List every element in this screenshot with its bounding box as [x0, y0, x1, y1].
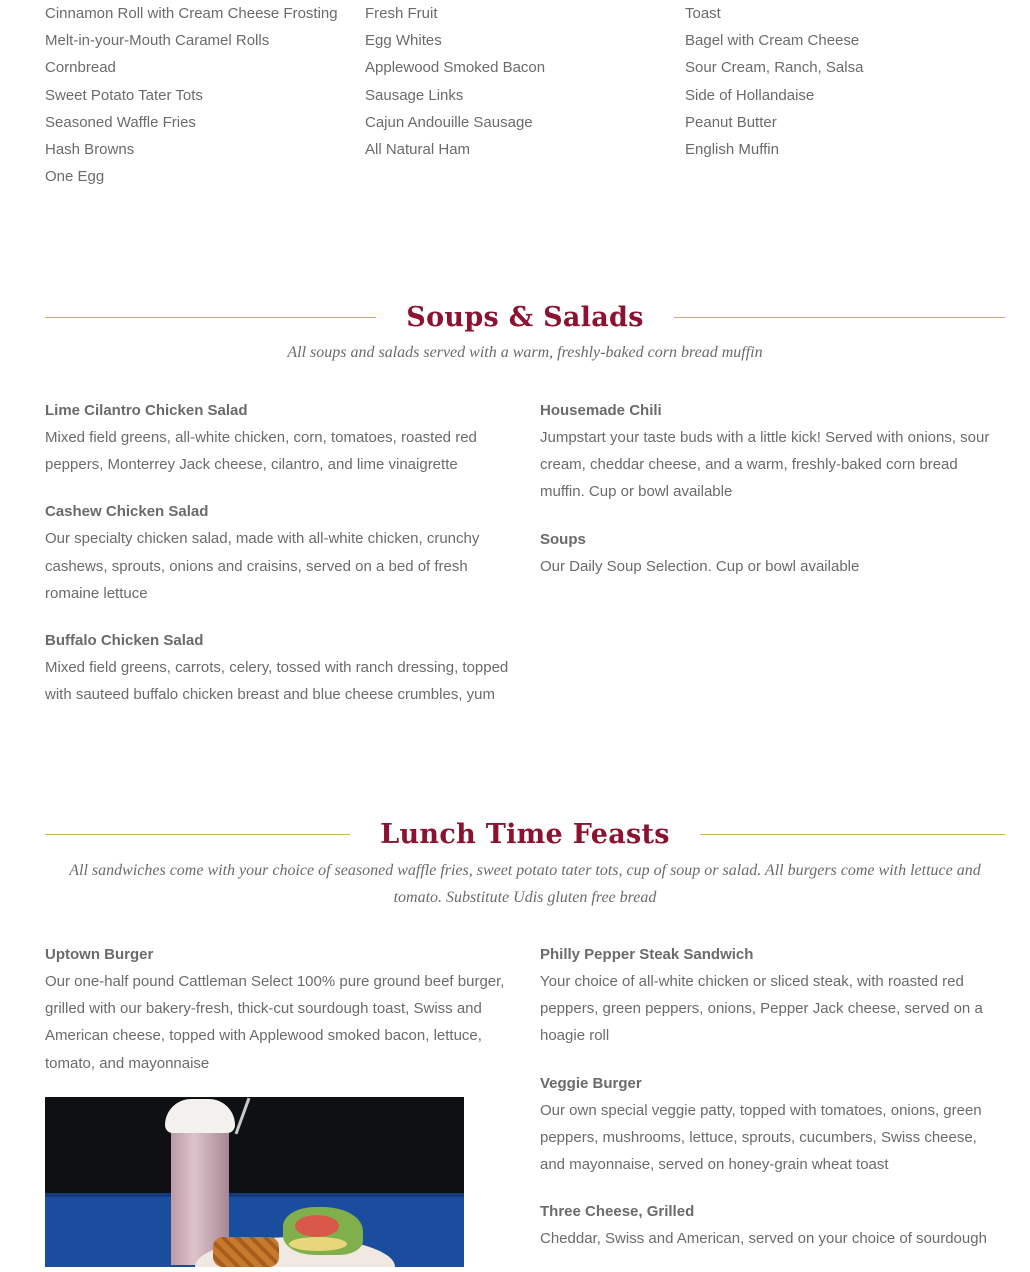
menu-item-description: Mixed field greens, carrots, celery, tossed with ranch dressing, topped with sauteed buffalo chicken breast and blue cheese crumbles, yum	[45, 659, 509, 704]
side-item: Hash Browns	[45, 140, 135, 158]
menu-item	[45, 941, 510, 1077]
side-item: Sour Cream, Ranch, Salsa	[685, 59, 864, 77]
menu-item	[540, 941, 1005, 1050]
side-item: Toast	[685, 5, 721, 22]
menu-item-name: Three Cheese, Grilled	[540, 1203, 695, 1221]
menu-item	[540, 526, 1005, 580]
menu-item	[540, 1198, 1005, 1252]
menu-item-name: Veggie Burger	[540, 1074, 642, 1092]
menu-item-description: Your choice of all-white chicken or sliced steak, with roasted red peppers, green peppers, onions, Pepper Jack cheese, served on a hoagie roll	[540, 973, 983, 1045]
menu-item-name: Buffalo Chicken Salad	[45, 632, 204, 650]
sides-column-2	[365, 0, 685, 190]
side-item: Side of Hollandaise	[685, 86, 815, 104]
divider	[45, 834, 350, 835]
burger-milkshake-photo	[45, 1097, 464, 1267]
menu-item	[540, 1070, 1005, 1179]
menu-item-description: Our specialty chicken salad, made with all-white chicken, crunchy cashews, sprouts, onions and craisins, served on a bed of fresh romaine lettuce	[45, 530, 480, 602]
divider	[45, 317, 376, 318]
side-item: Fresh Fruit	[365, 5, 438, 22]
menu-item-description: Mixed field greens, all-white chicken, corn, tomatoes, roasted red peppers, Monterrey Jack cheese, cilantro, and lime vinaigrette	[45, 429, 477, 474]
lunch-grid	[45, 941, 1005, 1272]
side-item: Sausage Links	[365, 86, 464, 104]
menu-item	[45, 627, 510, 708]
divider	[700, 834, 1005, 835]
side-item: Cinnamon Roll with Cream Cheese Frosting	[45, 5, 338, 22]
menu-item-name: Lime Cilantro Chicken Salad	[45, 402, 248, 419]
menu-item	[45, 498, 510, 607]
menu-item-name: Cashew Chicken Salad	[45, 503, 209, 521]
menu-item	[540, 397, 1005, 506]
menu-item-name: Uptown Burger	[45, 946, 154, 963]
menu-item-name: Philly Pepper Steak Sandwich	[540, 946, 754, 963]
sides-column-1	[45, 0, 365, 190]
sides-column-3	[685, 0, 1005, 190]
menu-column-right	[540, 941, 1005, 1272]
side-item: Bagel with Cream Cheese	[685, 32, 860, 50]
section-note: All sandwiches come with your choice of seasoned waffle fries, sweet potato tater tots, cup of soup or salad. All burgers come with lettuce and tomato. Substitute Udis gluten free bread	[69, 862, 981, 906]
menu-item-description: Cheddar, Swiss and American, served on your choice of sourdough	[540, 1230, 987, 1248]
side-item: All Natural Ham	[365, 140, 471, 158]
menu-item-name: Housemade Chili	[540, 402, 662, 419]
menu-column-left	[45, 941, 510, 1272]
menu-item	[45, 397, 510, 478]
side-item: Applewood Smoked Bacon	[365, 59, 546, 77]
side-item: Sweet Potato Tater Tots	[45, 86, 203, 104]
sides-list	[45, 0, 1005, 190]
menu-item-description: Our own special veggie patty, topped with tomatoes, onions, green peppers, mushrooms, lettuce, sprouts, cucumbers, Swiss cheese, and mayonnaise, served on honey-grain wheat toast	[540, 1101, 982, 1174]
section-title: Lunch Time Feasts	[380, 818, 670, 850]
menu-item-description: Jumpstart your taste buds with a little kick! Served with onions, sour cream, cheddar cheese, and a warm, freshly-baked corn bread muffin. Cup or bowl available	[540, 429, 990, 501]
side-item: English Muffin	[685, 140, 779, 158]
menu-column-right	[540, 397, 1005, 728]
side-item: Cornbread	[45, 59, 116, 77]
soups-salads-header	[45, 297, 1005, 337]
menu-item-name: Soups	[540, 530, 586, 548]
menu-column-left	[45, 397, 510, 728]
divider	[674, 317, 1005, 318]
menu-item-description: Our one-half pound Cattleman Select 100% pure ground beef burger, grilled with our bakery-fresh, thick-cut sourdough toast, Swiss and American cheese, topped with Applewood smoked bacon, lettuce, tomato, and mayonnaise	[45, 973, 505, 1072]
section-title: Soups & Salads	[406, 301, 644, 333]
menu-item-description: Our Daily Soup Selection. Cup or bowl available	[540, 557, 860, 575]
soups-salads-grid	[45, 397, 1005, 728]
side-item: One Egg	[45, 168, 105, 186]
section-note: All soups and salads served with a warm, freshly-baked corn bread muffin	[287, 344, 763, 361]
lunch-header	[45, 814, 1005, 854]
side-item: Seasoned Waffle Fries	[45, 113, 196, 131]
side-item: Peanut Butter	[685, 113, 777, 131]
side-item: Cajun Andouille Sausage	[365, 113, 533, 131]
side-item: Egg Whites	[365, 32, 442, 50]
side-item: Melt-in-your-Mouth Caramel Rolls	[45, 32, 270, 50]
